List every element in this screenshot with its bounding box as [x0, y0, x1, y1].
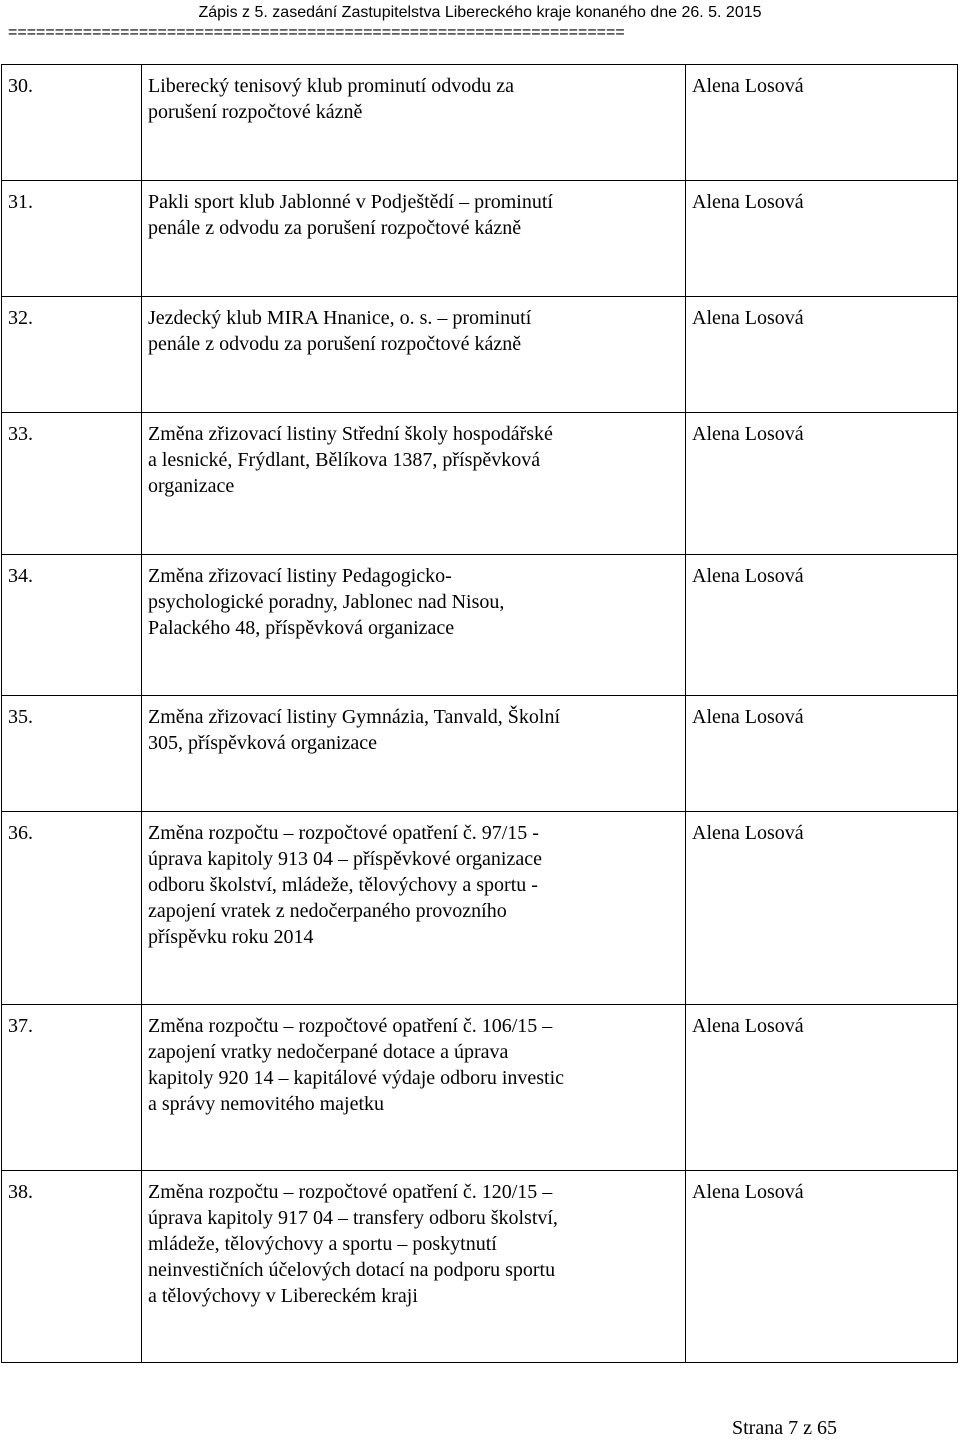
agenda-reporter: Alena Losová [686, 1171, 958, 1363]
agenda-subject [142, 1171, 686, 1363]
agenda-row-38 [2, 1171, 958, 1363]
agenda-subject-line: Změna zřizovací listiny Pedagogicko- [148, 565, 452, 587]
agenda-subject-line: Změna zřizovací listiny Gymnázia, Tanvald, Školní [148, 706, 561, 728]
agenda-subject-line: Liberecký tenisový klub prominutí odvodu za [148, 75, 515, 97]
agenda-subject [142, 181, 686, 297]
agenda-subject [142, 812, 686, 1005]
agenda-subject-line: odboru školství, mládeže, tělovýchovy a sportu - [148, 874, 538, 896]
agenda-number: 37. [2, 1005, 142, 1171]
agenda-row-35 [2, 696, 958, 812]
agenda-subject-line: zapojení vratek z nedočerpaného provozního [148, 900, 507, 922]
agenda-subject [142, 1005, 686, 1171]
agenda-reporter: Alena Losová [686, 1005, 958, 1171]
agenda-subject-line: penále z odvodu za porušení rozpočtové kázně [148, 333, 522, 355]
agenda-number: 36. [2, 812, 142, 1005]
agenda-subject-line: zapojení vratky nedočerpané dotace a úprava [148, 1041, 509, 1063]
agenda-subject-line: a správy nemovitého majetku [148, 1093, 385, 1115]
agenda-row-31 [2, 181, 958, 297]
agenda-subject-line: Palackého 48, příspěvková organizace [148, 617, 455, 639]
agenda-row-30 [2, 65, 958, 181]
agenda-subject-line: Jezdecký klub MIRA Hnanice, o. s. – prominutí [148, 307, 532, 329]
agenda-row-34 [2, 555, 958, 696]
document-header-title: Zápis z 5. zasedání Zastupitelstva Libereckého kraje konaného dne 26. 5. 2015 [198, 4, 762, 21]
agenda-row-33 [2, 413, 958, 555]
agenda-subject [142, 696, 686, 812]
agenda-reporter: Alena Losová [686, 555, 958, 696]
agenda-row-32 [2, 297, 958, 413]
agenda-number: 34. [2, 555, 142, 696]
agenda-subject-line: Pakli sport klub Jablonné v Podještědí – prominutí [148, 191, 553, 213]
agenda-reporter: Alena Losová [686, 696, 958, 812]
page-number: Strana 7 z 65 [732, 1417, 837, 1439]
agenda-subject-line: porušení rozpočtové kázně [148, 101, 363, 123]
agenda-subject-line: Změna rozpočtu – rozpočtové opatření č. 106/15 – [148, 1015, 553, 1037]
agenda-subject-line: 305, příspěvková organizace [148, 732, 377, 754]
agenda-row-37 [2, 1005, 958, 1171]
agenda-subject-line: úprava kapitoly 913 04 – příspěvkové organizace [148, 848, 542, 870]
agenda-reporter: Alena Losová [686, 812, 958, 1005]
agenda-subject [142, 413, 686, 555]
agenda-subject-line: psychologické poradny, Jablonec nad Nisou, [148, 591, 505, 613]
agenda-subject-line: Změna rozpočtu – rozpočtové opatření č. 120/15 – [148, 1181, 553, 1203]
agenda-subject-line: příspěvku roku 2014 [148, 926, 314, 948]
agenda-subject [142, 65, 686, 181]
agenda-subject [142, 297, 686, 413]
agenda-number: 38. [2, 1171, 142, 1363]
agenda-subject-line: organizace [148, 475, 235, 497]
agenda-number: 35. [2, 696, 142, 812]
agenda-subject-line: Změna zřizovací listiny Střední školy hospodářské [148, 423, 553, 445]
agenda-subject-line: a tělovýchovy v Libereckém kraji [148, 1285, 418, 1307]
agenda-reporter: Alena Losová [686, 413, 958, 555]
agenda-reporter: Alena Losová [686, 65, 958, 181]
agenda-reporter: Alena Losová [686, 181, 958, 297]
agenda-number: 32. [2, 297, 142, 413]
header-divider: ================================================================== [8, 24, 625, 41]
agenda-subject-line: Změna rozpočtu – rozpočtové opatření č. 97/15 - [148, 822, 539, 844]
agenda-number: 31. [2, 181, 142, 297]
agenda-subject-line: a lesnické, Frýdlant, Bělíkova 1387, příspěvková [148, 449, 541, 471]
agenda-subject-line: neinvestičních účelových dotací na podporu sportu [148, 1259, 556, 1281]
agenda-row-36 [2, 812, 958, 1005]
agenda-subject-line: úprava kapitoly 917 04 – transfery odboru školství, [148, 1207, 558, 1229]
agenda-subject-line: kapitoly 920 14 – kapitálové výdaje odboru investic [148, 1067, 565, 1089]
agenda-subject [142, 555, 686, 696]
agenda-number: 33. [2, 413, 142, 555]
agenda-number: 30. [2, 65, 142, 181]
agenda-table [1, 64, 958, 1363]
agenda-subject-line: mládeže, tělovýchovy a sportu – poskytnutí [148, 1233, 497, 1255]
agenda-subject-line: penále z odvodu za porušení rozpočtové kázně [148, 217, 522, 239]
agenda-reporter: Alena Losová [686, 297, 958, 413]
